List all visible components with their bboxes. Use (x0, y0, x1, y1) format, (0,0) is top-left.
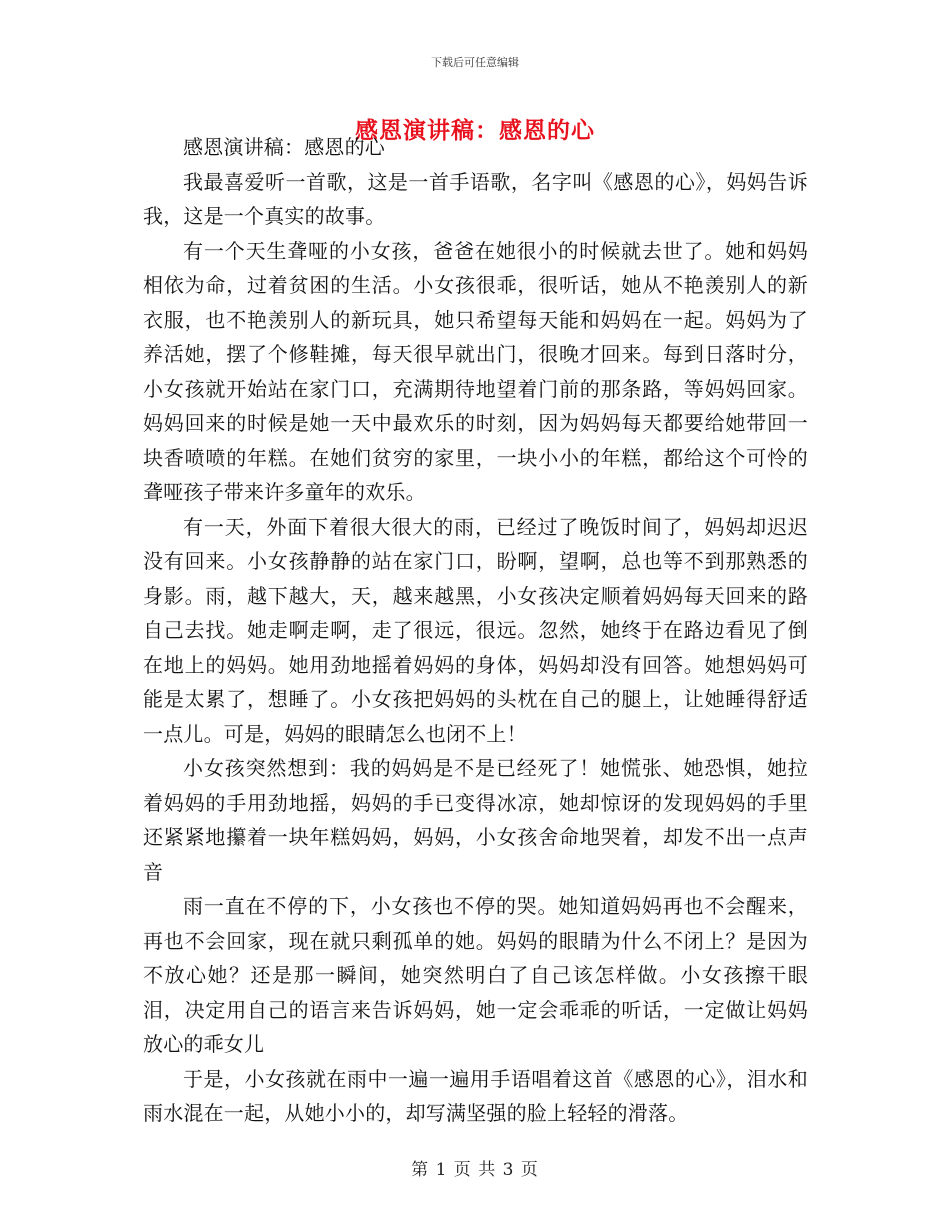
paragraph: 我最喜爱听一首歌，这是一首手语歌，名字叫《感恩的心》，妈妈告诉我，这是一个真实的故事。 (143, 169, 808, 228)
page-number-footer: 第 1 页 共 3 页 (411, 1160, 539, 1180)
paragraph: 雨一直在不停的下，小女孩也不停的哭。她知道妈妈再也不会醒来，再也不会回家，现在就只剩孤单的她。妈妈的眼睛为什么不闭上？是因为不放心她？还是那一瞬间，她突然明白了自己该怎样做。小女孩擦干眼泪，决定用自己的语言来告诉妈妈，她一定会乖乖的听话，一定做让妈妈放心的乖女儿 (143, 894, 808, 1056)
paragraph: 于是，小女孩就在雨中一遍一遍用手语唱着这首《感恩的心》，泪水和雨水混在一起，从她小小的，却写满坚强的脸上轻轻的滑落。 (143, 1066, 808, 1125)
document-body (143, 130, 808, 1131)
header-note: 下载后可任意编辑 (431, 56, 519, 69)
paragraph-subtitle: 感恩演讲稿：感恩的心 (183, 135, 385, 159)
paragraph: 小女孩突然想到：我的妈妈是不是已经死了！她慌张、她恐惧，她拉着妈妈的手用劲地摇，妈妈的手已变得冰凉，她却惊讶的发现妈妈的手里还紧紧地攥着一块年糕妈妈，妈妈，小女孩舍命地哭着，却发不出一点声音 (143, 756, 808, 884)
paragraph: 有一天，外面下着很大很大的雨，已经过了晚饭时间了，妈妈却迟迟没有回来。小女孩静静的站在家门口，盼啊，望啊，总也等不到那熟悉的身影。雨，越下越大，天，越来越黑，小女孩决定顺着妈妈每天回来的路自己去找。她走啊走啊，走了很远，很远。忽然，她终于在路边看见了倒在地上的妈妈。她用劲地摇着妈妈的身体，妈妈却没有回答。她想妈妈可能是太累了，想睡了。小女孩把妈妈的头枕在自己的腿上，让她睡得舒适一点儿。可是，妈妈的眼睛怎么也闭不上！ (143, 514, 808, 746)
document-title: 感恩演讲稿：感恩的心 (355, 117, 595, 144)
paragraph: 有一个天生聋哑的小女孩，爸爸在她很小的时候就去世了。她和妈妈相依为命，过着贫困的生活。小女孩很乖，很听话，她从不艳羡别人的新衣服，也不艳羡别人的新玩具，她只希望每天能和妈妈在一起。妈妈为了养活她，摆了个修鞋摊，每天很早就出门，很晚才回来。每到日落时分，小女孩就开始站在家门口，充满期待地望着门前的那条路，等妈妈回家。妈妈回来的时候是她一天中最欢乐的时刻，因为妈妈每天都要给她带回一块香喷喷的年糕。在她们贫穷的家里，一块小小的年糕，都给这个可怜的聋哑孩子带来许多童年的欢乐。 (143, 238, 808, 504)
